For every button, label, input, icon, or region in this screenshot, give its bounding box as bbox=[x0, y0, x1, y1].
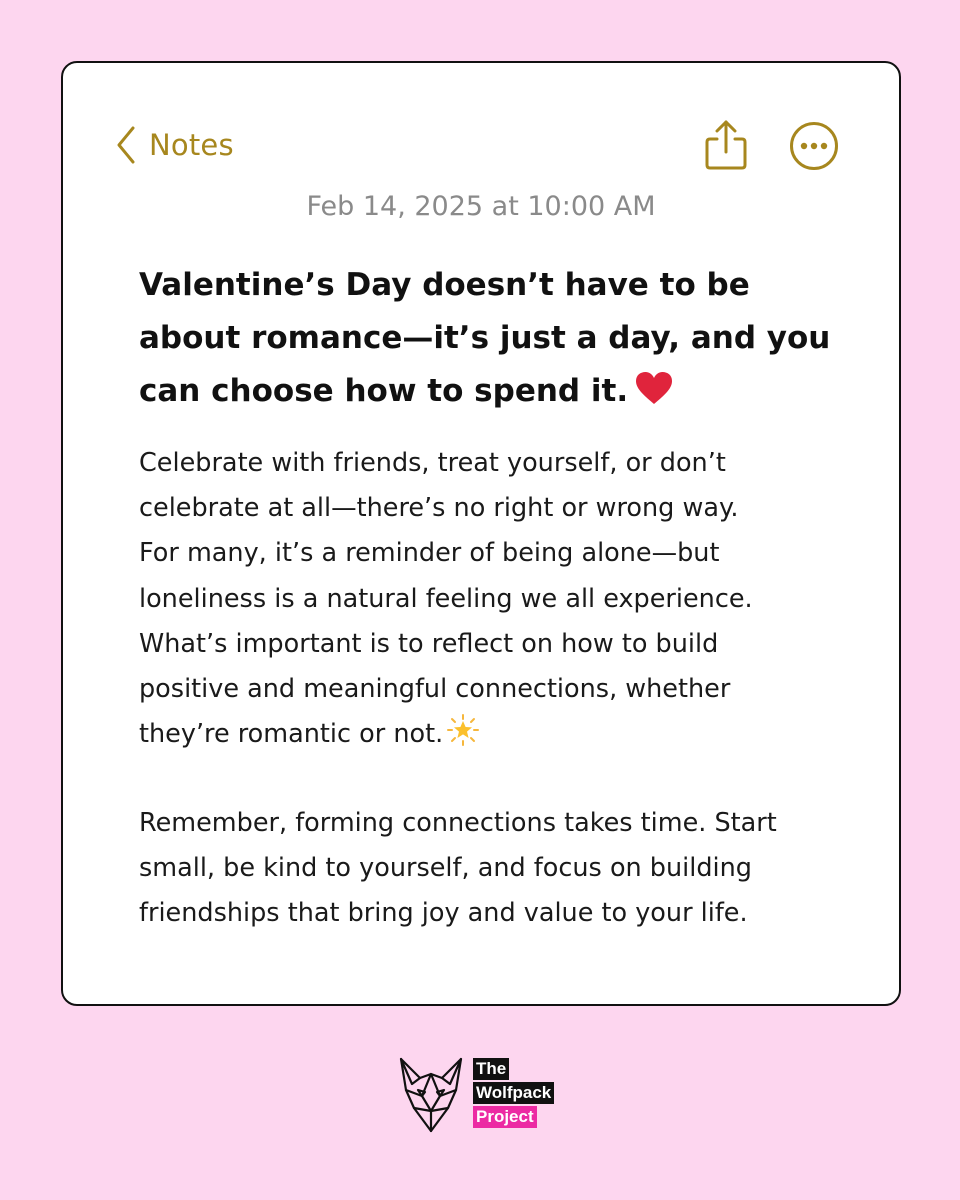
title-line: can choose how to spend it. bbox=[139, 373, 629, 409]
logo-word-wolfpack: Wolfpack bbox=[473, 1082, 554, 1104]
logo-word-the: The bbox=[473, 1058, 509, 1080]
ellipsis-circle-icon bbox=[789, 156, 839, 175]
logo-word-project: Project bbox=[473, 1106, 537, 1128]
back-label: Notes bbox=[149, 128, 234, 162]
chevron-left-icon bbox=[115, 125, 137, 165]
wolf-head-logo-icon bbox=[398, 1056, 464, 1138]
paragraph-line: positive and meaningful connections, whether bbox=[139, 674, 731, 705]
paragraph-line: friendships that bring joy and value to your life. bbox=[139, 898, 748, 929]
paragraph-line: For many, it’s a reminder of being alone—but bbox=[139, 538, 720, 569]
note-paragraph-1 bbox=[139, 441, 839, 761]
paragraph-line: Remember, forming connections takes time. Start bbox=[139, 808, 777, 838]
more-options-button[interactable] bbox=[789, 121, 839, 171]
title-line: about romance—it’s just a day, and you bbox=[139, 320, 831, 356]
paragraph-line: Celebrate with friends, treat yourself, or don’t bbox=[139, 448, 726, 478]
paragraph-line: loneliness is a natural feeling we all experience. bbox=[139, 583, 753, 614]
glowing-star-icon bbox=[447, 714, 479, 761]
back-to-notes-button[interactable] bbox=[115, 123, 234, 167]
paragraph-line: celebrate at all—there’s no right or wrong way. bbox=[139, 493, 739, 524]
title-line: Valentine’s Day doesn’t have to be bbox=[139, 267, 750, 303]
note-title bbox=[139, 259, 859, 423]
share-button[interactable] bbox=[703, 119, 749, 171]
paragraph-line: small, be kind to yourself, and focus on building bbox=[139, 853, 752, 884]
paragraph-line: they’re romantic or not. bbox=[139, 719, 444, 750]
note-timestamp: Feb 14, 2025 at 10:00 AM bbox=[306, 191, 656, 222]
note-card bbox=[61, 61, 901, 1006]
heart-icon bbox=[634, 370, 674, 423]
note-paragraph-2 bbox=[139, 801, 839, 937]
wolfpack-project-logo bbox=[398, 1056, 568, 1136]
share-icon bbox=[703, 156, 749, 175]
paragraph-line: What’s important is to reflect on how to build bbox=[139, 628, 719, 659]
